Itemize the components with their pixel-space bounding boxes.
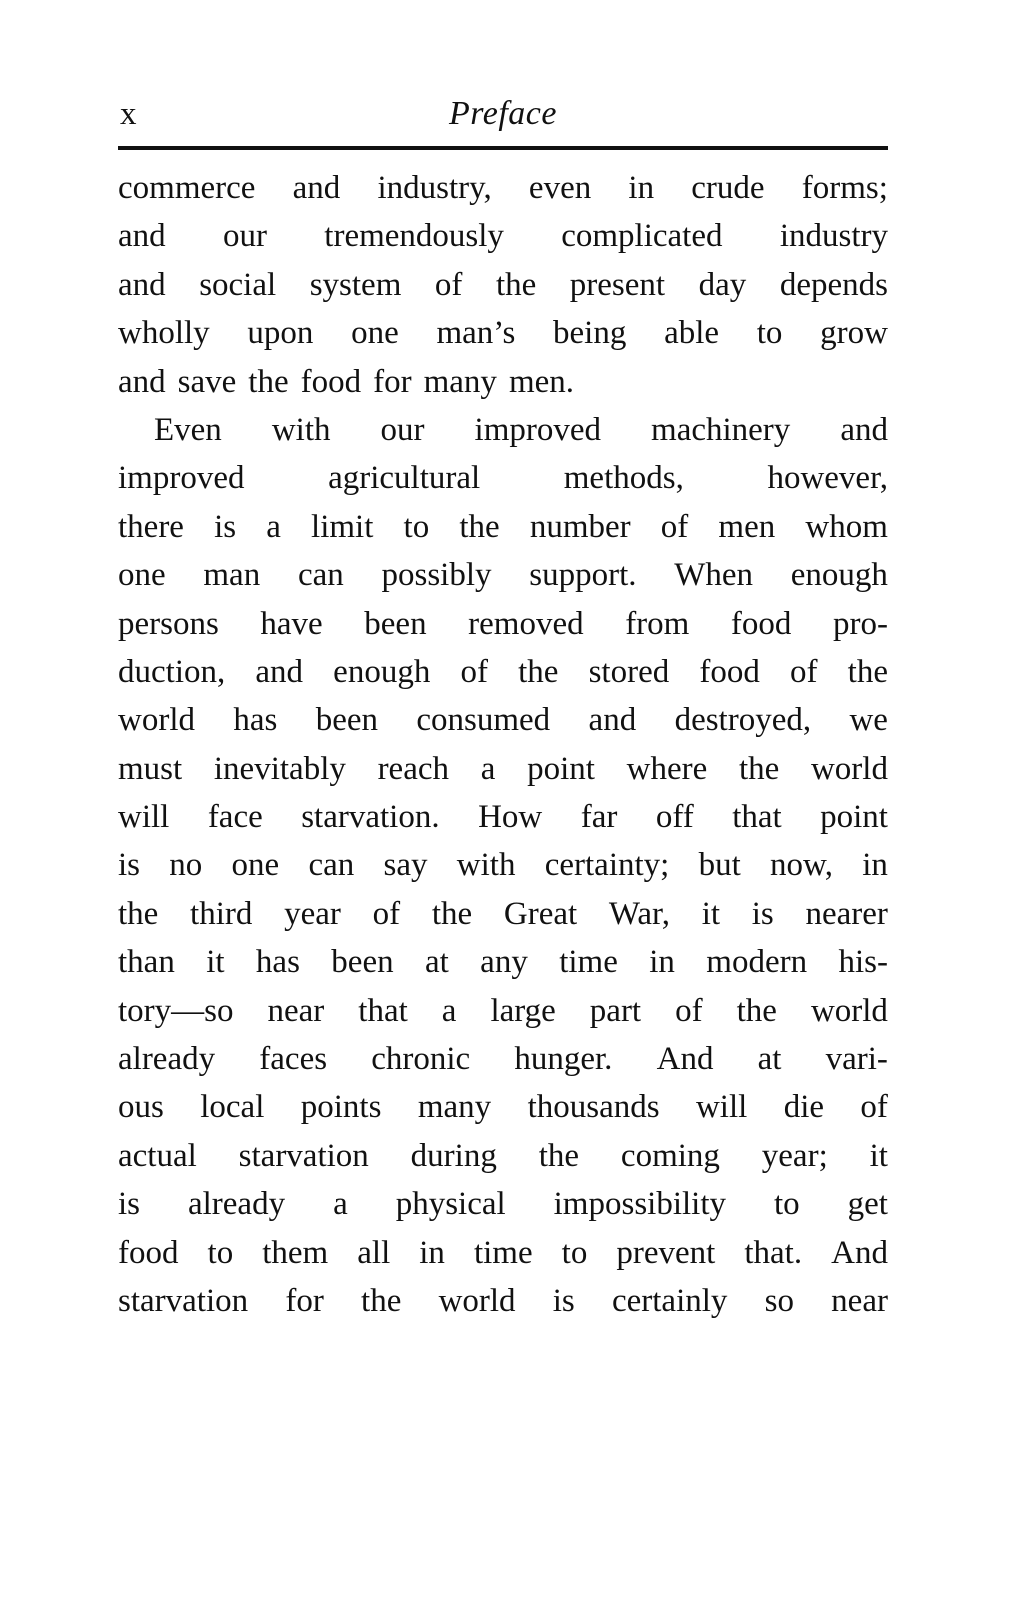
text-line [118,648,888,696]
book-page [118,0,888,1600]
word: stored [588,653,670,690]
word: no [169,847,203,884]
word: nearer [805,895,888,932]
word: that. [744,1234,803,1271]
word: man [203,557,261,594]
word: many [417,1089,492,1126]
word: crude [691,170,765,206]
word: in [649,944,675,981]
word: in [419,1234,445,1271]
word: and [292,170,341,206]
word: grow [820,315,888,352]
word: tremendously [324,218,504,255]
word: and [118,218,166,255]
text-line [118,987,888,1035]
word: where [626,750,708,787]
word: of [860,1089,888,1126]
word: methods, [563,460,684,497]
word: coming [620,1137,720,1174]
word: will [695,1089,748,1126]
word: our [222,218,267,255]
body-text [118,164,888,1325]
word: the [538,1137,580,1174]
text-line [118,406,888,454]
word: physical [395,1186,506,1223]
word: able [664,315,720,352]
word: the [518,653,559,690]
word: near [267,992,325,1029]
word: industry, [377,170,492,206]
word: has [255,944,300,981]
running-head [118,93,888,135]
word: year; [761,1137,828,1174]
word: the [495,266,537,303]
word: chronic [371,1041,471,1078]
word: How [478,799,543,836]
word: thousands [527,1089,660,1126]
word: War, [608,895,670,932]
word: and [118,363,166,400]
word: already [187,1186,286,1223]
word: one [231,847,280,884]
word: removed [468,605,584,642]
word: improved [474,411,602,448]
word: reach [377,750,449,787]
word: forms; [801,170,888,206]
word: system [309,266,402,303]
text-line [118,890,888,938]
word: When [674,557,754,594]
word: the [459,508,500,545]
text-line [118,164,888,212]
word: we [849,702,888,739]
word: world [438,1282,516,1319]
word: from [625,605,690,642]
word: upon [247,315,314,352]
word: inevitably [213,750,346,787]
word: during [410,1137,497,1174]
word: of [434,266,463,303]
word: depends [779,266,888,303]
word: And [831,1234,888,1271]
word: time [473,1234,533,1271]
word: large [490,992,556,1029]
word: off [655,799,694,836]
word: point [527,750,595,787]
word: will [118,799,170,836]
word: the [248,363,289,400]
word: a [441,992,457,1029]
word: time [559,944,618,981]
word: to [207,1234,234,1271]
word: world [118,702,195,739]
word: destroyed, [674,702,812,739]
word: impossibility [553,1186,727,1223]
word: starvation [118,1282,249,1319]
word: food [699,653,760,690]
word: the [431,895,473,932]
word: number [529,508,631,545]
word: of [790,653,818,690]
word: at [424,944,449,981]
word: points [300,1089,382,1126]
word: to [403,508,430,545]
word: the [847,653,888,690]
word: but [698,847,741,884]
word: and [840,411,888,448]
word: to [561,1234,588,1271]
word: consumed [416,702,551,739]
word: improved [118,460,245,497]
word: and [118,266,166,303]
word: modern [706,944,808,981]
word: part [589,992,642,1029]
word: commerce [118,170,256,206]
word: hunger. [514,1041,613,1078]
word: in [862,847,888,884]
word: is [118,1186,141,1223]
word: been [331,944,394,981]
text-line [118,1132,888,1180]
word: the [118,895,159,932]
word: social [199,266,277,303]
word: agricultural [328,460,481,497]
word: the [738,750,780,787]
word: a [480,750,496,787]
text-line [118,1180,888,1228]
word: have [260,605,323,642]
word: enough [333,653,431,690]
word: present [569,266,666,303]
word: pro- [833,605,888,642]
word: Even [154,411,222,448]
word: of [660,508,689,545]
word: And [656,1041,714,1078]
word: complicated [561,218,723,255]
text-line [118,1277,888,1325]
text-line [118,551,888,599]
word: of [675,992,703,1029]
text-line [118,1083,888,1131]
word: it [701,895,721,932]
word: the [361,1282,402,1319]
text-line [118,454,888,502]
word: our [380,411,425,448]
word: the [736,992,777,1029]
word: face [207,799,263,836]
word: starvation. [301,799,440,836]
word: persons [118,605,219,642]
text-line [118,309,888,357]
word: for [373,363,412,400]
word: save [177,363,237,400]
word: wholly [118,315,210,352]
word: any [480,944,528,981]
word: duction, [118,653,226,690]
text-line [118,841,888,889]
word: to [756,315,783,352]
word: is [214,508,237,545]
word: prevent [616,1234,716,1271]
word: it [869,1137,888,1174]
word: with [271,411,331,448]
word: Great [503,895,578,932]
word: it [206,944,225,981]
word: enough [790,557,888,594]
word: food [730,605,792,642]
text-line [118,1035,888,1083]
word: is [751,895,774,932]
word: year [284,895,341,932]
word: and [588,702,637,739]
word: far [580,799,618,836]
text-line [118,793,888,841]
header-rule [118,146,888,150]
word: for [285,1282,324,1319]
word: that [732,799,782,836]
word: certainly [611,1282,728,1319]
word: point [820,799,888,836]
word: has [233,702,278,739]
word: being [553,315,627,352]
word: that [358,992,408,1029]
word: world [810,992,888,1029]
word: with [456,847,516,884]
word: one [351,315,399,352]
word: now, [770,847,833,884]
word: men. [508,363,575,400]
word: limit [311,508,374,545]
word: all [357,1234,391,1271]
word: already [118,1041,216,1078]
text-line [118,212,888,260]
word: them [262,1234,329,1271]
word: third [190,895,253,932]
text-line [118,696,888,744]
word: to [773,1186,800,1223]
word: man’s [436,315,516,352]
text-line [118,358,888,406]
word: support. [529,557,637,594]
word: certainty; [544,847,670,884]
word: than [118,944,175,981]
word: near [831,1282,888,1319]
word: actual [118,1137,197,1174]
text-line [118,938,888,986]
word: at [757,1041,782,1078]
word: die [783,1089,825,1126]
word: there [118,508,184,545]
word: industry [779,218,888,255]
word: machinery [651,411,791,448]
word: must [118,750,183,787]
page-number: x [120,96,137,132]
word: and [255,653,304,690]
word: food [300,363,362,400]
word: a [266,508,281,545]
word: tory—so [118,992,234,1029]
word: faces [259,1041,328,1078]
word: ous [118,1089,164,1126]
text-line [118,503,888,551]
word: been [315,702,379,739]
word: get [847,1186,888,1223]
word: say [383,847,428,884]
word: vari- [825,1041,888,1078]
text-line [118,1229,888,1277]
word: so [764,1282,794,1319]
word: even [528,170,592,206]
text-line [118,261,888,309]
word: is [118,847,141,884]
word: local [200,1089,265,1126]
word: can [308,847,355,884]
word: can [297,557,344,594]
word: of [460,653,488,690]
word: men [718,508,776,545]
word: however, [767,460,888,497]
word: food [118,1234,179,1271]
word: day [698,266,747,303]
word: of [372,895,401,932]
word: possibly [381,557,492,594]
word: many [423,363,497,400]
word: is [552,1282,575,1319]
word: in [628,170,655,206]
word: a [333,1186,348,1223]
text-line [118,745,888,793]
text-line [118,600,888,648]
page-title: Preface [449,95,557,132]
word: starvation [238,1137,369,1174]
word: one [118,557,166,594]
word: world [810,750,888,787]
word: his- [838,944,888,981]
word: been [364,605,427,642]
word: whom [805,508,888,545]
